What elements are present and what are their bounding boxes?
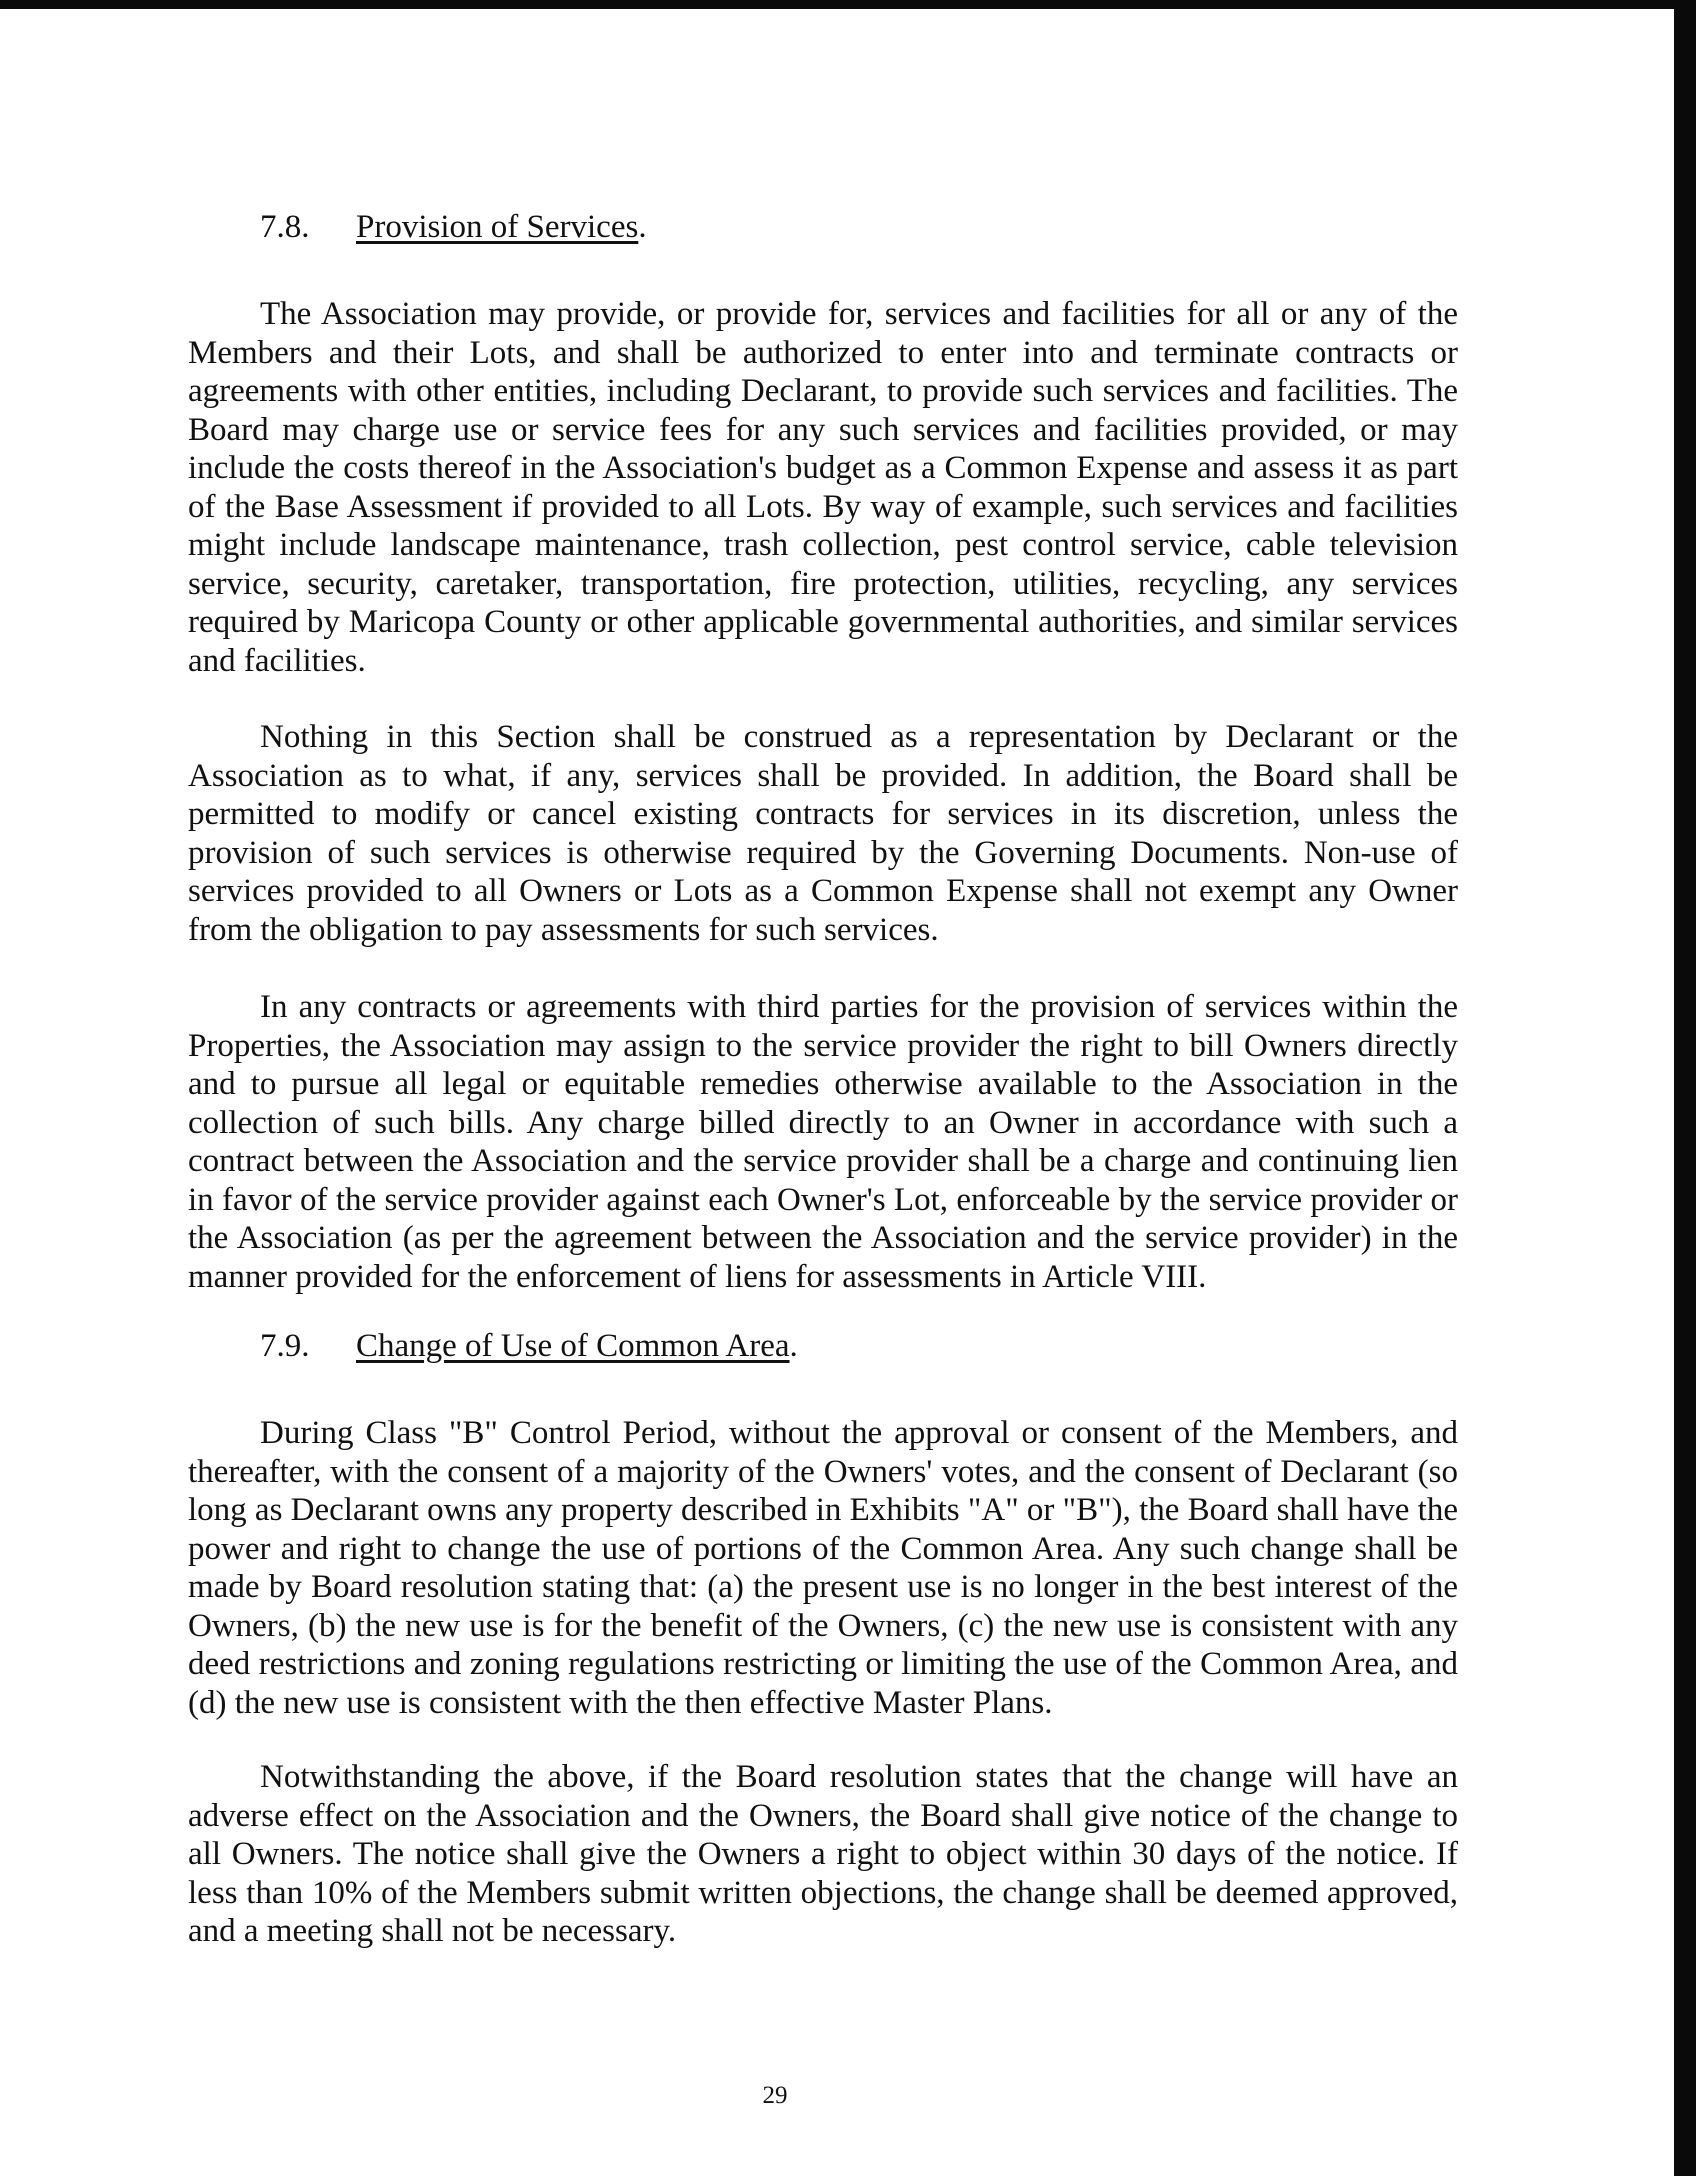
section-number: 7.9. bbox=[260, 1328, 310, 1364]
section-title: Provision of Services bbox=[356, 209, 639, 245]
paragraph-7-8-3: In any contracts or agreements with third parties for the provision of services within the Properties, the Association may assign to the service provider the right to bill Owners directly and to pursue all legal or equitable remedies otherwise available to the Association in the collection of such bills. Any charge billed directly to an Owner in accordance with such a contract between the Association and the service provider shall be a charge and continuing lien in favor of the service provider against each Owner's Lot, enforceable by the service provider or the Association (as per the agreement between the Association and the service provider) in the manner provided for the enforcement of liens for assessments in Article VIII. bbox=[188, 989, 1458, 1295]
paragraph-7-9-1: During Class "B" Control Period, without the approval or consent of the Members, and thereafter, with the consent of a majority of the Owners' votes, and the consent of Declarant (so long as Declarant owns any property described in Exhibits "A" or "B"), the Board shall have the power and right to change the use of portions of the Common Area. Any such change shall be made by Board resolution stating that: (a) the present use is no longer in the best interest of the Owners, (b) the new use is for the benefit of the Owners, (c) the new use is consistent with any deed restrictions and zoning regulations restricting or limiting the use of the Common Area, and (d) the new use is consistent with the then effective Master Plans. bbox=[188, 1415, 1458, 1721]
section-heading-7-8 bbox=[260, 208, 647, 247]
section-heading-7-9 bbox=[260, 1327, 798, 1366]
page-number: 29 bbox=[762, 2082, 788, 2109]
paragraph-7-9-2: Notwithstanding the above, if the Board resolution states that the change will have an adverse effect on the Association and the Owners, the Board shall give notice of the change to all Owners. The notice shall give the Owners a right to object within 30 days of the notice. If less than 10% of the Members submit written objections, the change shall be deemed approved, and a meeting shall not be necessary. bbox=[188, 1759, 1458, 1949]
section-number: 7.8. bbox=[260, 209, 310, 245]
section-title-period: . bbox=[789, 1328, 798, 1364]
paragraph-7-8-2: Nothing in this Section shall be construed as a representation by Declarant or the Association as to what, if any, services shall be provided. In addition, the Board shall be permitted to modify or cancel existing contracts for services in its discretion, unless the provision of such services is otherwise required by the Governing Documents. Non-use of services provided to all Owners or Lots as a Common Expense shall not exempt any Owner from the obligation to pay assessments for such services. bbox=[188, 719, 1458, 948]
section-title: Change of Use of Common Area bbox=[356, 1328, 790, 1364]
scan-border-top bbox=[0, 0, 1696, 9]
scan-border-right bbox=[1674, 0, 1696, 2176]
paragraph-7-8-1: The Association may provide, or provide for, services and facilities for all or any of the Members and their Lots, and shall be authorized to enter into and terminate contracts or agreements with other entities, including Declarant, to provide such services and facilities. The Board may charge use or service fees for any such services and facilities provided, or may include the costs thereof in the Association's budget as a Common Expense and assess it as part of the Base Assessment if provided to all Lots. By way of example, such services and facilities might include landscape maintenance, trash collection, pest control service, cable television service, security, caretaker, transportation, fire protection, utilities, recycling, any services required by Maricopa County or other applicable governmental authorities, and similar services and facilities. bbox=[188, 296, 1458, 679]
section-title-period: . bbox=[638, 209, 647, 245]
